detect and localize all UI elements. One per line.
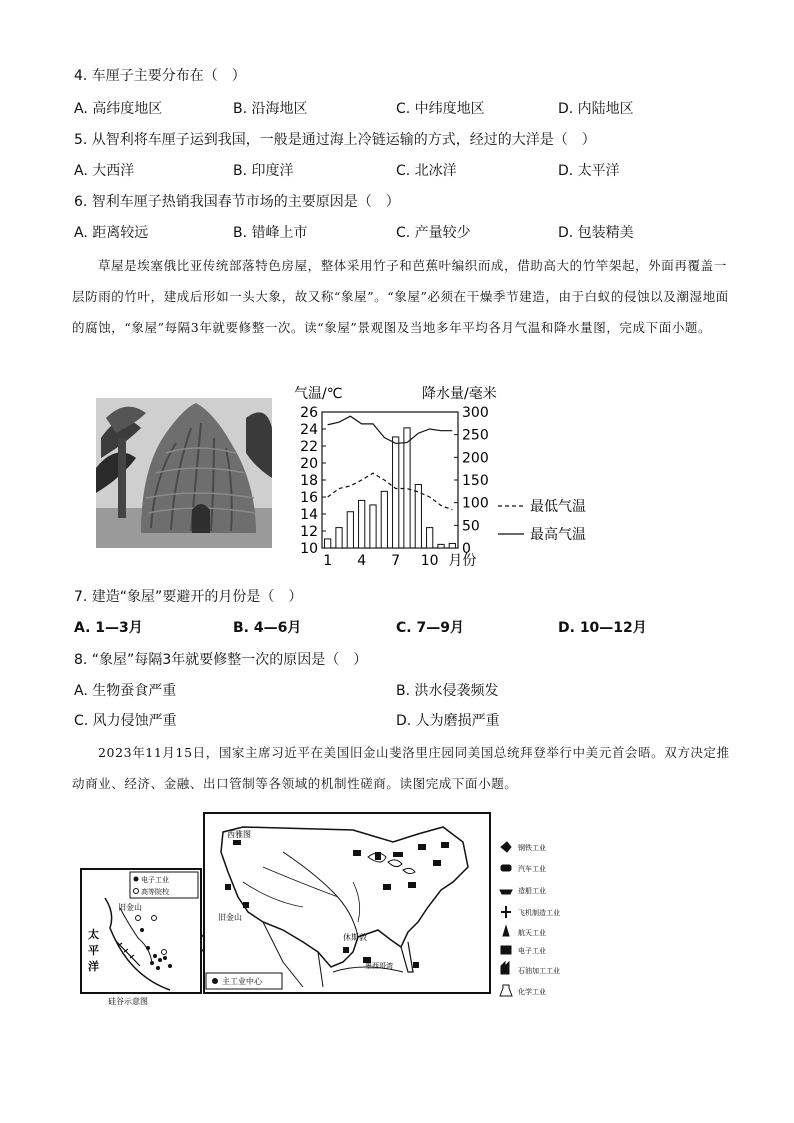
y-right-tick-label: 50 <box>462 518 480 535</box>
legend-max-label: 最高气温 <box>530 527 586 543</box>
q4-option-d[interactable]: D. 内陆地区 <box>558 101 634 117</box>
precip-bar <box>347 512 353 548</box>
plane-icon <box>501 906 511 918</box>
legend-aerospace: 航天工业 <box>518 929 546 937</box>
y-left-tick-label: 16 <box>300 490 318 506</box>
y-left-tick-label: 12 <box>300 524 318 540</box>
legend-chemical: 化学工业 <box>518 988 546 996</box>
precip-bar <box>370 505 376 548</box>
inset-legend-university: 高等院校 <box>141 888 169 896</box>
y-left-tick-label: 26 <box>300 405 318 421</box>
x-tick-label: 1 <box>323 553 333 569</box>
precip-bar <box>427 528 433 548</box>
q7-stem: 7. 建造“象屋”要避开的月份是（ ） <box>74 589 303 605</box>
y-right-tick-label: 0 <box>462 541 471 557</box>
q4-stem: 4. 车厘子主要分布在（ ） <box>74 68 246 84</box>
q8-option-a[interactable]: A. 生物蚕食严重 <box>74 683 177 699</box>
q6-option-b[interactable]: B. 错峰上市 <box>233 225 308 241</box>
precip-bar <box>381 491 387 548</box>
x-tick-label: 7 <box>391 553 401 569</box>
q7-option-b[interactable]: B. 4—6月 <box>233 620 302 636</box>
legend-min-label: 最低气温 <box>530 499 586 515</box>
inset-label-tai: 太 <box>88 928 99 941</box>
q6-stem: 6. 智利车厘子热销我国春节市场的主要原因是（ ） <box>74 194 400 210</box>
precip-bar <box>449 543 455 548</box>
legend-plane: 飞机制造工业 <box>518 909 560 917</box>
electronics-dot-icon <box>134 877 139 882</box>
legend-refining: 石油加工工业 <box>518 967 560 975</box>
y-right-tick-label: 250 <box>462 427 489 444</box>
university-circle-icon <box>134 889 139 894</box>
map-legend-center: 主工业中心 <box>222 977 262 986</box>
q6-option-d[interactable]: D. 包装精美 <box>558 225 634 241</box>
precip-bar <box>336 528 342 548</box>
elephant-house-photo <box>96 398 272 548</box>
q6-option-a[interactable]: A. 距离较远 <box>74 225 149 241</box>
max-temp-line <box>328 416 453 443</box>
q5-option-d[interactable]: D. 太平洋 <box>558 163 620 179</box>
electronics-icon <box>501 946 511 954</box>
map-label-houston: 休斯敦 <box>343 933 367 942</box>
chemical-icon <box>500 985 512 996</box>
precip-bar <box>415 485 421 548</box>
map-label-seattle: 西雅图 <box>227 830 251 839</box>
min-temp-line <box>328 473 453 510</box>
precip-bar <box>404 428 410 548</box>
precip-bar <box>359 500 365 548</box>
q4-option-a[interactable]: A. 高纬度地区 <box>74 101 163 117</box>
q8-option-c[interactable]: C. 风力侵蚀严重 <box>74 713 177 729</box>
q5-option-c[interactable]: C. 北冰洋 <box>396 163 457 179</box>
y-right-tick-label: 100 <box>462 495 489 512</box>
map-label-gulf: 墨西哥湾 <box>365 962 393 970</box>
precip-bar <box>393 437 399 548</box>
q7-option-a[interactable]: A. 1—3月 <box>74 620 143 636</box>
climate-chart <box>286 378 616 577</box>
y-right-tick-label: 300 <box>462 405 489 421</box>
passage-summit: 2023年11月15日，国家主席习近平在美国旧金山斐洛里庄园同美国总统拜登举行中美元首会晤。双方决定推动商业、经济、金融、出口管制等各领域的机制性磋商。读图完成下面小题。 <box>72 745 730 791</box>
x-tick-label: 4 <box>357 553 367 569</box>
ship-icon <box>500 890 512 894</box>
q7-option-c[interactable]: C. 7—9月 <box>396 620 464 636</box>
silicon-valley-inset-map <box>80 868 202 1012</box>
passage-elephant-house: 草屋是埃塞俄比亚传统部落特色房屋，整体采用竹子和芭蕉叶编织而成，借助高大的竹竿架起，外面再覆盖一层防雨的竹叶，建成后形如一头大象，故又称“象屋”。“象屋”必须在干燥季节建造，由于白蚁的侵蚀以及潮湿地面的腐蚀，“象屋”每隔3年就要修整一次。读“象屋”景观图及当地多年平均各月气温和降水量图，完成下面小题。 <box>72 258 729 335</box>
y-right-tick-label: 150 <box>462 473 489 489</box>
precip-bar <box>438 544 444 548</box>
legend-ship: 造船工业 <box>518 887 546 895</box>
x-tick-label: 10 <box>420 553 439 569</box>
y-left-tick-label: 20 <box>300 456 318 472</box>
industry-legend <box>498 840 568 1004</box>
q7-option-d[interactable]: D. 10—12月 <box>558 620 647 636</box>
refinery-icon <box>501 962 509 974</box>
q8-option-b[interactable]: B. 洪水侵袭频发 <box>396 683 499 699</box>
y-left-tick-label: 14 <box>300 507 318 523</box>
steel-icon <box>501 842 511 852</box>
q4-option-b[interactable]: B. 沿海地区 <box>233 101 308 117</box>
industrial-center-icon <box>212 978 218 984</box>
inset-label-ping: 平 <box>88 944 99 957</box>
legend-electronics: 电子工业 <box>518 947 546 955</box>
inset-caption: 硅谷示意图 <box>108 997 148 1006</box>
inset-label-sf: 旧金山 <box>118 903 142 912</box>
y-axis-left-label: 气温/℃ <box>294 386 343 402</box>
rocket-icon <box>503 926 509 936</box>
q4-option-c[interactable]: C. 中纬度地区 <box>396 101 485 117</box>
q8-stem: 8. “象屋”每隔3年就要修整一次的原因是（ ） <box>74 652 368 668</box>
inset-legend-electronics: 电子工业 <box>141 876 169 884</box>
y-right-tick-label: 200 <box>462 450 489 467</box>
us-industry-map <box>203 812 491 998</box>
q8-option-d[interactable]: D. 人为磨损严重 <box>396 713 500 729</box>
q5-option-b[interactable]: B. 印度洋 <box>233 163 294 179</box>
precip-bar <box>325 539 331 548</box>
y-left-tick-label: 24 <box>300 422 318 438</box>
y-left-tick-label: 10 <box>300 541 318 557</box>
y-left-tick-label: 18 <box>300 473 318 489</box>
y-axis-right-label: 降水量/毫米 <box>422 386 497 402</box>
car-icon <box>501 865 511 871</box>
y-left-tick-label: 22 <box>300 439 318 455</box>
x-axis-label: 月份 <box>448 553 477 569</box>
legend-steel: 钢铁工业 <box>518 844 546 852</box>
q6-option-c[interactable]: C. 产量较少 <box>396 225 471 241</box>
q5-option-a[interactable]: A. 大西洋 <box>74 163 135 179</box>
inset-label-yang: 洋 <box>88 960 99 973</box>
map-label-sf: 旧金山 <box>218 913 242 922</box>
q5-stem: 5. 从智利将车厘子运到我国，一般是通过海上冷链运输的方式，经过的大洋是（ ） <box>74 132 596 148</box>
legend-car: 汽车工业 <box>518 865 546 873</box>
